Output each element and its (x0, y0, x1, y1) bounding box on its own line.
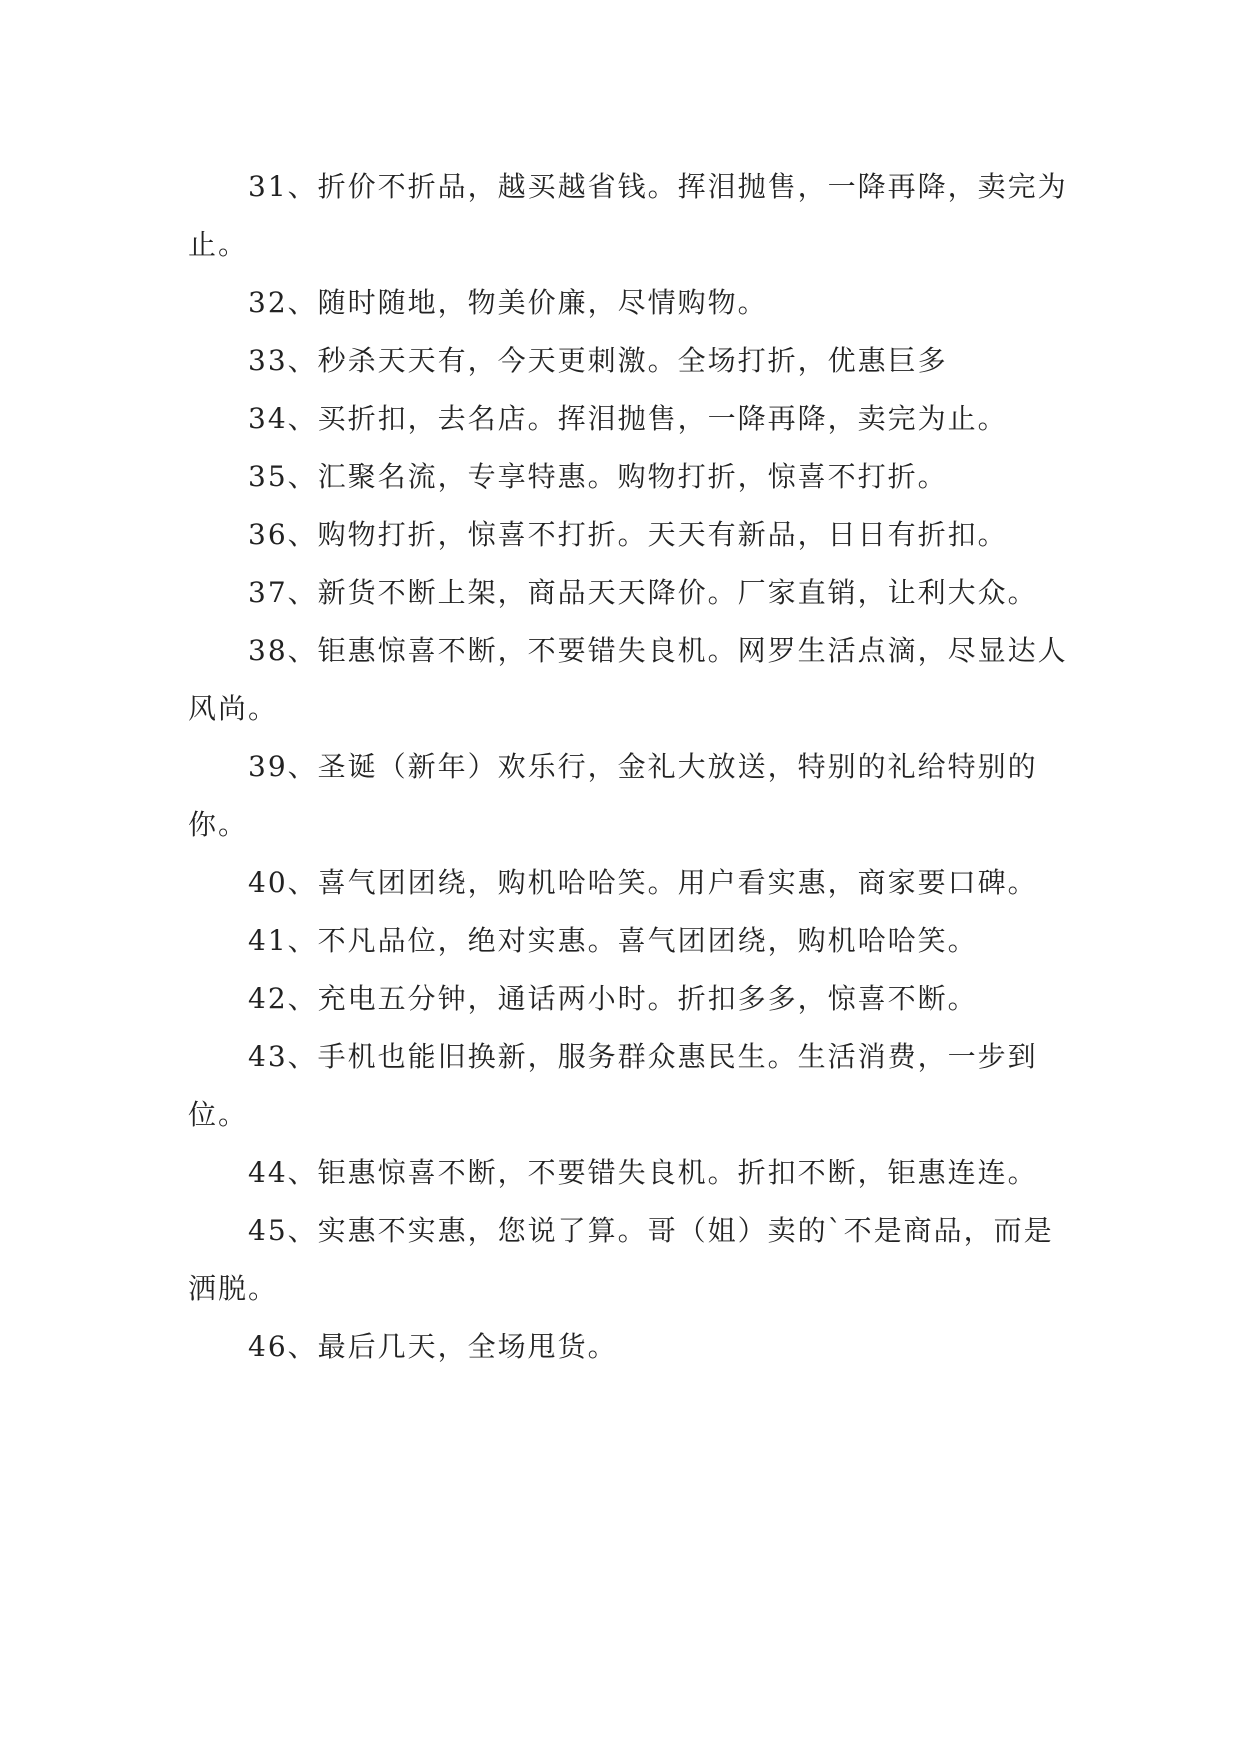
paragraph-41: 41、不凡品位，绝对实惠。喜气团团绕，购机哈哈笑。 (248, 924, 978, 957)
paragraph-45: 45、实惠不实惠，您说了算。哥（姐）卖的`不是商品，而是洒脱。 (188, 1214, 1054, 1305)
paragraph-38: 38、钜惠惊喜不断，不要错失良机。网罗生活点滴，尽显达人风尚。 (188, 634, 1068, 725)
paragraph-44: 44、钜惠惊喜不断，不要错失良机。折扣不断，钜惠连连。 (248, 1156, 1038, 1189)
paragraph-36: 36、购物打折，惊喜不打折。天天有新品，日日有折扣。 (248, 518, 1008, 551)
paragraph-46: 46、最后几天，全场甩货。 (248, 1330, 618, 1363)
paragraph-35: 35、汇聚名流，专享特惠。购物打折，惊喜不打折。 (248, 460, 948, 493)
paragraph-34: 34、买折扣，去名店。挥泪抛售，一降再降，卖完为止。 (248, 402, 1008, 435)
paragraph-42: 42、充电五分钟，通话两小时。折扣多多，惊喜不断。 (248, 982, 978, 1015)
paragraph-37: 37、新货不断上架，商品天天降价。厂家直销，让利大众。 (248, 576, 1038, 609)
paragraph-31: 31、折价不折品，越买越省钱。挥泪抛售，一降再降，卖完为止。 (188, 170, 1068, 261)
paragraph-32: 32、随时随地，物美价廉，尽情购物。 (248, 286, 768, 319)
paragraph-43: 43、手机也能旧换新，服务群众惠民生。生活消费，一步到位。 (188, 1040, 1038, 1131)
paragraph-40: 40、喜气团团绕，购机哈哈笑。用户看实惠，商家要口碑。 (248, 866, 1038, 899)
paragraph-33: 33、秒杀天天有，今天更刺激。全场打折，优惠巨多 (248, 344, 948, 377)
paragraph-39: 39、圣诞（新年）欢乐行，金礼大放送，特别的礼给特别的你。 (188, 750, 1038, 841)
document-body (188, 158, 1068, 1376)
